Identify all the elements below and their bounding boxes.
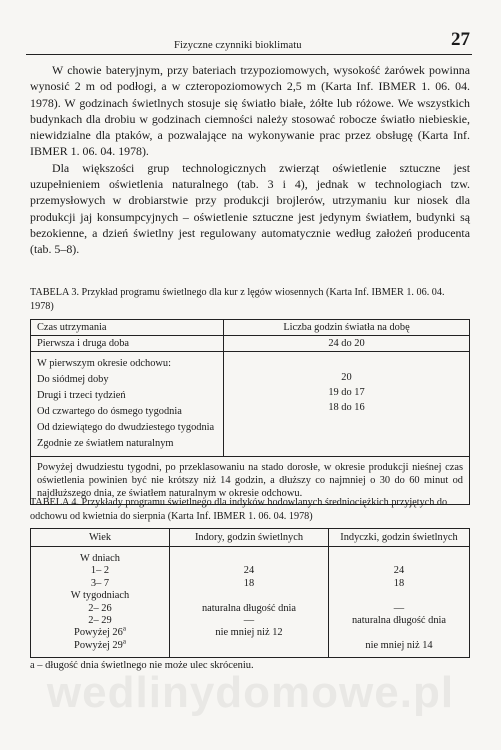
page-header	[26, 26, 472, 55]
running-title: Fizyczne czynniki bioklimatu	[174, 40, 302, 51]
footnote-marker: a	[122, 624, 126, 633]
females-cell	[329, 547, 470, 566]
table3	[30, 319, 470, 505]
row-label: Pierwsza i druga doba	[31, 336, 224, 352]
paragraph: W chowie bateryjnym, przy bateriach trzypoziomowych, wysokość żarówek powinna wynosić 2 m od podłogi, a w czteropoziomowych 2,5 m (Karta Inf. IBMER 1. 06. 04. 1978). W godzinach świetlnych stosuje się światło białe, żółte lub różowe. We wszystkich budynkach dla drobiu w godzinach ciemności należy stosować robocze światło niebieskie, niewidzialne dla ptaków, a pozwalające na wykonywanie prac przez obsługę (Karta Inf. IBMER 1. 06. 04. 1978).	[30, 63, 470, 159]
age-cell: 2– 29	[31, 615, 170, 627]
females-cell: 18	[329, 578, 470, 590]
table4	[30, 528, 470, 658]
row-values	[224, 352, 470, 457]
body-text	[30, 62, 470, 258]
row-value: 24 do 20	[224, 336, 470, 352]
age-cell: 2– 26	[31, 603, 170, 615]
table-row	[31, 603, 470, 615]
table-row	[31, 590, 470, 602]
males-cell: 18	[170, 578, 329, 590]
females-cell: 24	[329, 565, 470, 577]
table-row	[31, 627, 470, 639]
age-text: Powyżej 26	[74, 627, 123, 639]
row-label: Do siódmej doby	[37, 374, 109, 385]
table3-caption: TABELA 3. Przykład programu świetlnego dla kur z lęgów wiosennych (Karta Inf. IBMER 1. 06. 04. 1978)	[30, 287, 445, 312]
males-cell: 24	[170, 565, 329, 577]
row-label: W pierwszym okresie odchowu:	[37, 358, 171, 369]
footnote: a – długość dnia świetlnego nie może ulec skróceniu.	[30, 660, 254, 671]
column-header: Liczba godzin światła na dobę	[224, 320, 470, 336]
females-cell	[329, 627, 470, 639]
table3-note: Powyżej dwudziestu tygodni, po przeklasowaniu na stado dorosłe, w okresie produkcji nieśnej czas oświetlenia powinien być nie krótszy niż 14 godzin, a dłuższy co najmniej o 30 do 60 minut od najdłuższego dnia, ze światłem naturalnym w okresie odchowu.	[31, 457, 470, 505]
males-cell: nie mniej niż 12	[170, 627, 329, 639]
column-header: Wiek	[31, 529, 170, 547]
table-row	[31, 547, 470, 566]
table4-caption: TABELA 4. Przykłady programu świetlnego dla indyków hodowlanych średniociężkich przyjętych do odchowu od kwietnia do sierpnia (Karta Inf. IBMER 1. 06. 04. 1978)	[30, 497, 448, 522]
row-label: Drugi i trzeci tydzień	[37, 390, 126, 401]
row-label: Od dziewiątego do dwudziestego tygodnia	[37, 422, 215, 433]
row-labels	[31, 352, 224, 457]
column-header: Czas utrzymania	[31, 320, 224, 336]
row-value: 19 do 17	[328, 387, 365, 398]
column-header: Indyczki, godzin świetlnych	[329, 529, 470, 547]
age-cell: 3– 7	[31, 578, 170, 590]
females-cell	[329, 590, 470, 602]
males-cell	[170, 590, 329, 602]
table-header-row	[31, 529, 470, 547]
age-cell: W dniach	[31, 547, 170, 566]
males-cell	[170, 547, 329, 566]
table-row	[31, 640, 470, 658]
age-cell	[31, 624, 170, 639]
table-header-row	[31, 320, 470, 336]
age-cell: W tygodniach	[31, 590, 170, 602]
table-row	[31, 578, 470, 590]
females-cell: nie mniej niż 14	[329, 640, 470, 658]
column-header: Indory, godzin świetlnych	[170, 529, 329, 547]
males-cell	[170, 640, 329, 658]
table-row	[31, 615, 470, 627]
table-row	[31, 352, 470, 457]
females-cell: naturalna długość dnia	[329, 615, 470, 627]
males-cell: —	[170, 615, 329, 627]
males-cell: naturalna długość dnia	[170, 603, 329, 615]
paragraph: Dla większości grup technologicznych zwierząt oświetlenie sztuczne jest uzupełnieniem oświetlenia naturalnego (tab. 3 i 4), jednak w technologiach tzw. przemysłowych w drobiarstwie przy produkcji brojlerów, utrzymaniu kur niosek dla produkcji jaj konsumpcyjnych – oświetlenie sztuczne jest jedynym światłem, budynki są bezokienne, a dzień świetlny jest regulowany automatycznie według założeń producenta (tab. 5–8).	[30, 160, 470, 257]
footnote-marker: a	[122, 637, 126, 646]
page-number: 27	[451, 29, 470, 50]
row-label: Od czwartego do ósmego tygodnia	[37, 406, 182, 417]
age-cell: 1– 2	[31, 565, 170, 577]
age-text: Powyżej 29	[74, 639, 123, 651]
row-value: 18 do 16	[328, 402, 365, 413]
females-cell: —	[329, 603, 470, 615]
watermark: wedlinydomowe.pl	[46, 668, 455, 717]
row-value: 20	[341, 372, 352, 383]
row-label: Zgodnie ze światłem naturalnym	[37, 438, 174, 449]
age-cell	[31, 637, 170, 658]
table-row	[31, 565, 470, 577]
table-row	[31, 336, 470, 352]
